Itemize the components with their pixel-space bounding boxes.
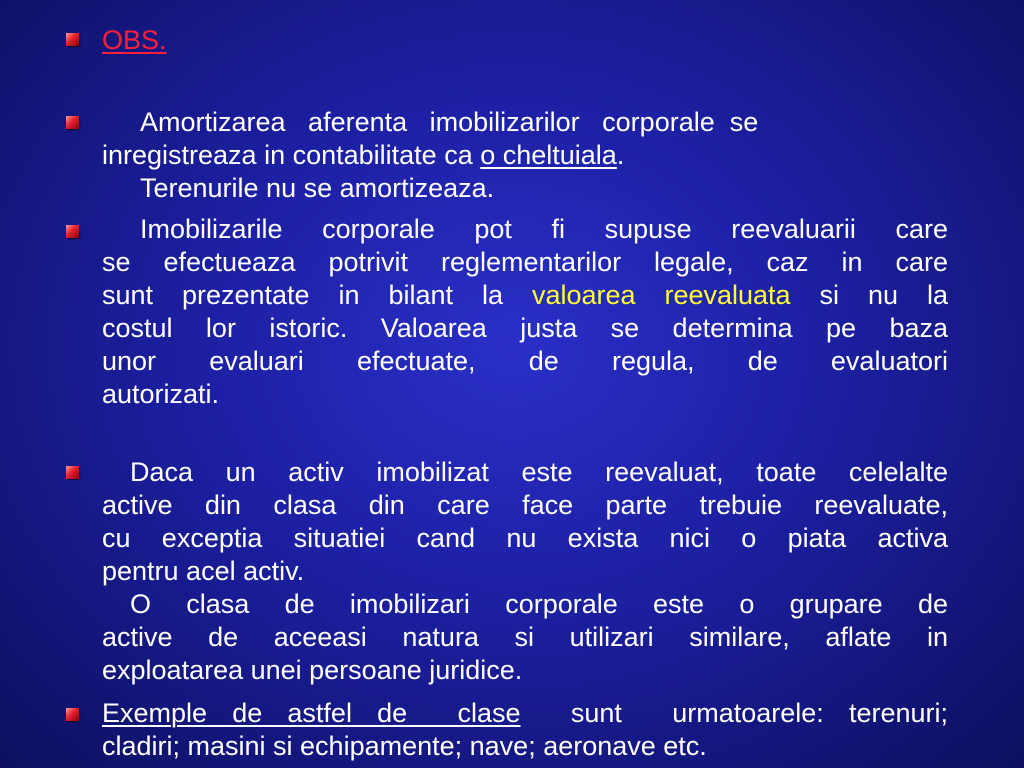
square-bullet-icon: [66, 116, 79, 129]
text-line: Imobilizarile corporale pot fi supuse reevaluarii care: [140, 214, 948, 244]
text-fragment: si nu la: [790, 280, 948, 310]
square-bullet-icon: [66, 33, 79, 46]
paragraph-asset-class: [102, 456, 948, 687]
paragraph-examples: [102, 697, 948, 763]
text-line: Daca un activ imobilizat este reevaluat, toate celelalte: [130, 457, 948, 487]
text-fragment: sunt prezentate in bilant la: [102, 280, 532, 310]
highlighted-term: valoarea reevaluata: [531, 280, 791, 310]
obs-label: OBS.: [102, 25, 167, 55]
underlined-term: o cheltuiala: [480, 140, 617, 170]
text-line: pentru acel activ.: [102, 556, 305, 586]
underlined-term: Exemple de astfel de clase: [102, 698, 521, 728]
text-line: active din clasa din care face parte trebuie reevaluate,: [102, 490, 948, 520]
text-line: exploatarea unei persoane juridice.: [102, 655, 523, 685]
square-bullet-icon: [66, 466, 79, 479]
text-fragment: inregistreaza in contabilitate ca: [102, 140, 481, 170]
text-line: [102, 279, 948, 312]
text-line: active de aceeasi natura si utilizari similare, aflate in: [102, 622, 948, 652]
text-fragment: .: [616, 140, 625, 170]
obs-heading: [102, 24, 948, 57]
text-line: Amortizarea aferenta imobilizarilor corporale se: [140, 107, 759, 137]
paragraph-revaluation: [102, 213, 948, 411]
text-line: Terenurile nu se amortizeaza.: [140, 173, 495, 203]
text-line: autorizati.: [102, 379, 220, 409]
text-line: [102, 139, 948, 172]
text-fragment: sunt urmatoarele: terenuri;: [520, 698, 948, 728]
text-line: unor evaluari efectuate, de regula, de evaluatori: [102, 346, 948, 376]
text-line: costul lor istoric. Valoarea justa se determina pe baza: [102, 313, 948, 343]
text-line: cladiri; masini si echipamente; nave; aeronave etc.: [102, 731, 707, 761]
paragraph-amortization: [102, 106, 948, 205]
text-line: cu exceptia situatiei cand nu exista nici o piata activa: [102, 523, 948, 553]
square-bullet-icon: [66, 225, 79, 238]
text-line: [102, 697, 948, 730]
text-line: O clasa de imobilizari corporale este o grupare de: [130, 589, 948, 619]
square-bullet-icon: [66, 708, 79, 721]
text-line: se efectueaza potrivit reglementarilor legale, caz in care: [102, 247, 948, 277]
